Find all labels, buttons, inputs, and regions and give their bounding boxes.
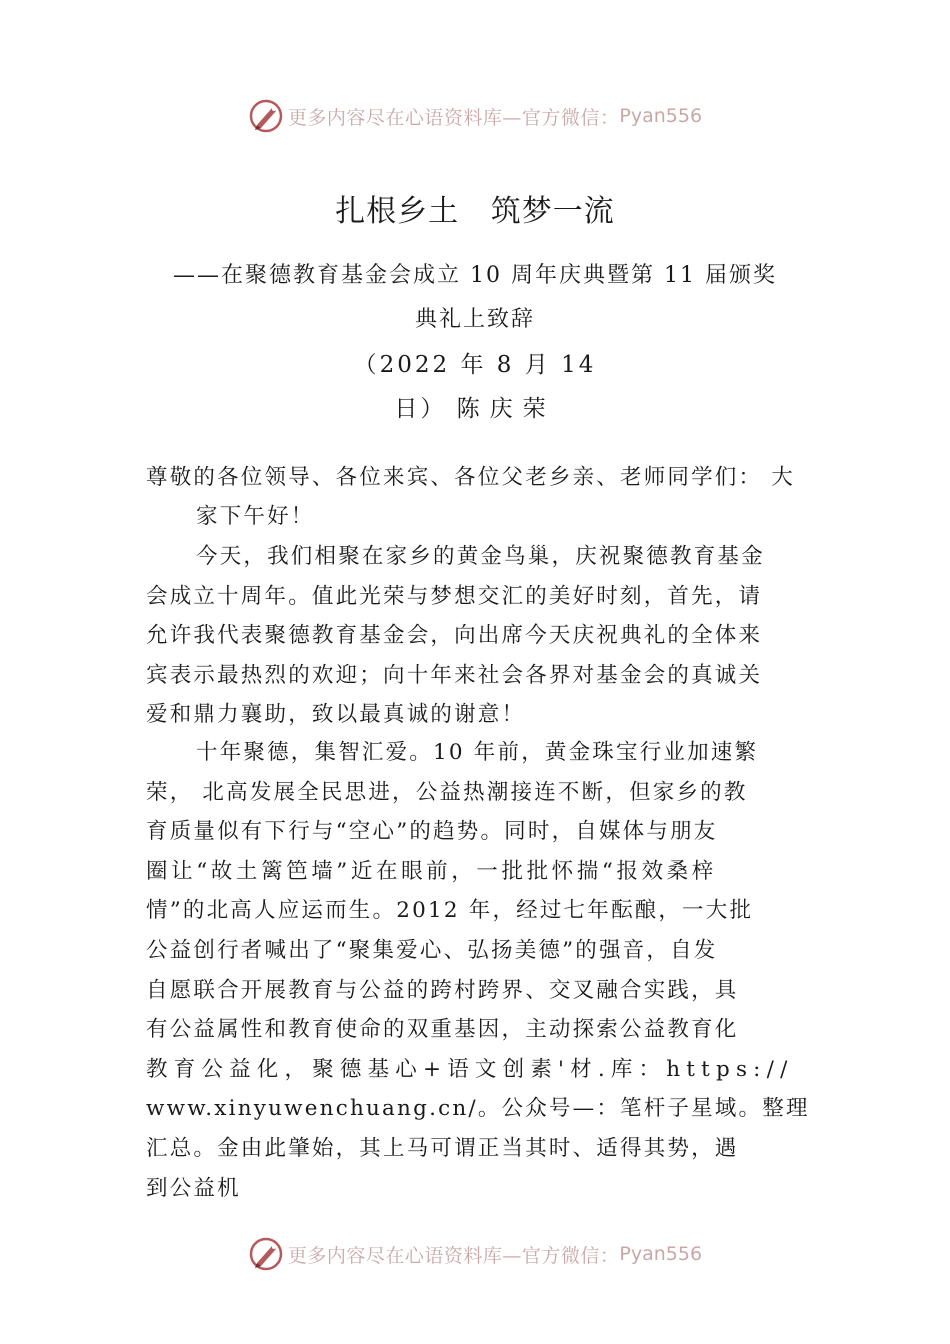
paragraph-line: 宾表示最热烈的欢迎；向十年来社会各界对基金会的真诚关: [146, 662, 763, 688]
banner-wechat-id: Pyan556: [619, 105, 703, 127]
banner-text: 更多内容尽在心语资料库—官方微信：: [287, 106, 620, 129]
banner-wechat-id: Pyan556: [619, 1243, 703, 1265]
header-banner: [0, 96, 950, 136]
paragraph-line: 十年聚德，集智汇爱。10 年前，黄金珠宝行业加速繁: [196, 740, 759, 765]
author-name: 陈庆荣: [456, 396, 556, 422]
paragraph-line: 汇总。金由此肇始，其上马可谓正当其时、适得其势，遇: [146, 1135, 739, 1161]
paragraph-line: 荣， 北高发展全民思进，公益热潮接连不断，但家乡的教: [146, 779, 748, 805]
subtitle-line-1: ——在聚德教育基金会成立 10 周年庆典暨第 11 届颁奖: [173, 263, 777, 288]
document-title: 扎根乡土 筑梦一流: [335, 194, 615, 229]
paragraph-line: 会成立十周年。值此光荣与梦想交汇的美好时刻，首先，请: [146, 583, 763, 609]
paragraph-line: 育质量似有下行与“空心”的趋势。同时，自媒体与朋友: [146, 819, 718, 845]
paragraph-line: 圈让“故土篱笆墙”近在眼前，一批批怀揣“报效桑梓: [146, 858, 717, 884]
paragraph-line: 到公益机: [146, 1175, 241, 1201]
greeting-line-1: 尊敬的各位领导、各位来宾、各位父老乡亲、老师同学们： 大: [146, 465, 795, 490]
footer-banner: [0, 1234, 950, 1274]
paragraph-2: [146, 733, 812, 1208]
date-line-2: [0, 390, 950, 423]
paragraph-line: 爱和鼎力襄助，致以最真诚的谢意！: [146, 702, 526, 728]
subtitle-line-2: 典礼上致辞: [414, 307, 535, 332]
paragraph-line: 允许我代表聚德教育基金会，向出席今天庆祝典礼的全体来: [146, 623, 763, 649]
greeting-line-2: 家下午好！: [196, 504, 315, 529]
date-line-1: （2022 年 8 月 14: [353, 352, 597, 378]
paragraph-line: 教育公益化，聚德基心+语文创素'材.库：https://: [146, 1056, 794, 1082]
paragraph-line: 有公益属性和教育使命的双重基因，主动探索公益教育化: [146, 1017, 739, 1043]
paragraph-line: 情”的北高人应运而生。2012 年，经过七年酝酿，一大批: [146, 898, 754, 924]
paragraph-line: www.xinyuwenchuang.cn/。公众号—：笔杆子星域。整理: [146, 1096, 810, 1122]
pen-logo-icon: [248, 1236, 284, 1272]
paragraph-line: 今天，我们相聚在家乡的黄金鸟巢，庆祝聚德教育基金: [196, 544, 765, 569]
paragraph-1: [146, 537, 812, 735]
paragraph-line: 自愿联合开展教育与公益的跨村跨界、交叉融合实践，具: [146, 977, 739, 1003]
banner-text: 更多内容尽在心语资料库—官方微信：: [287, 1244, 620, 1267]
pen-logo-icon: [248, 98, 284, 134]
paragraph-line: 公益创行者喊出了“聚集爱心、弘扬美德”的强音，自发: [146, 937, 718, 963]
date-line-2-prefix: 日）: [394, 396, 447, 422]
